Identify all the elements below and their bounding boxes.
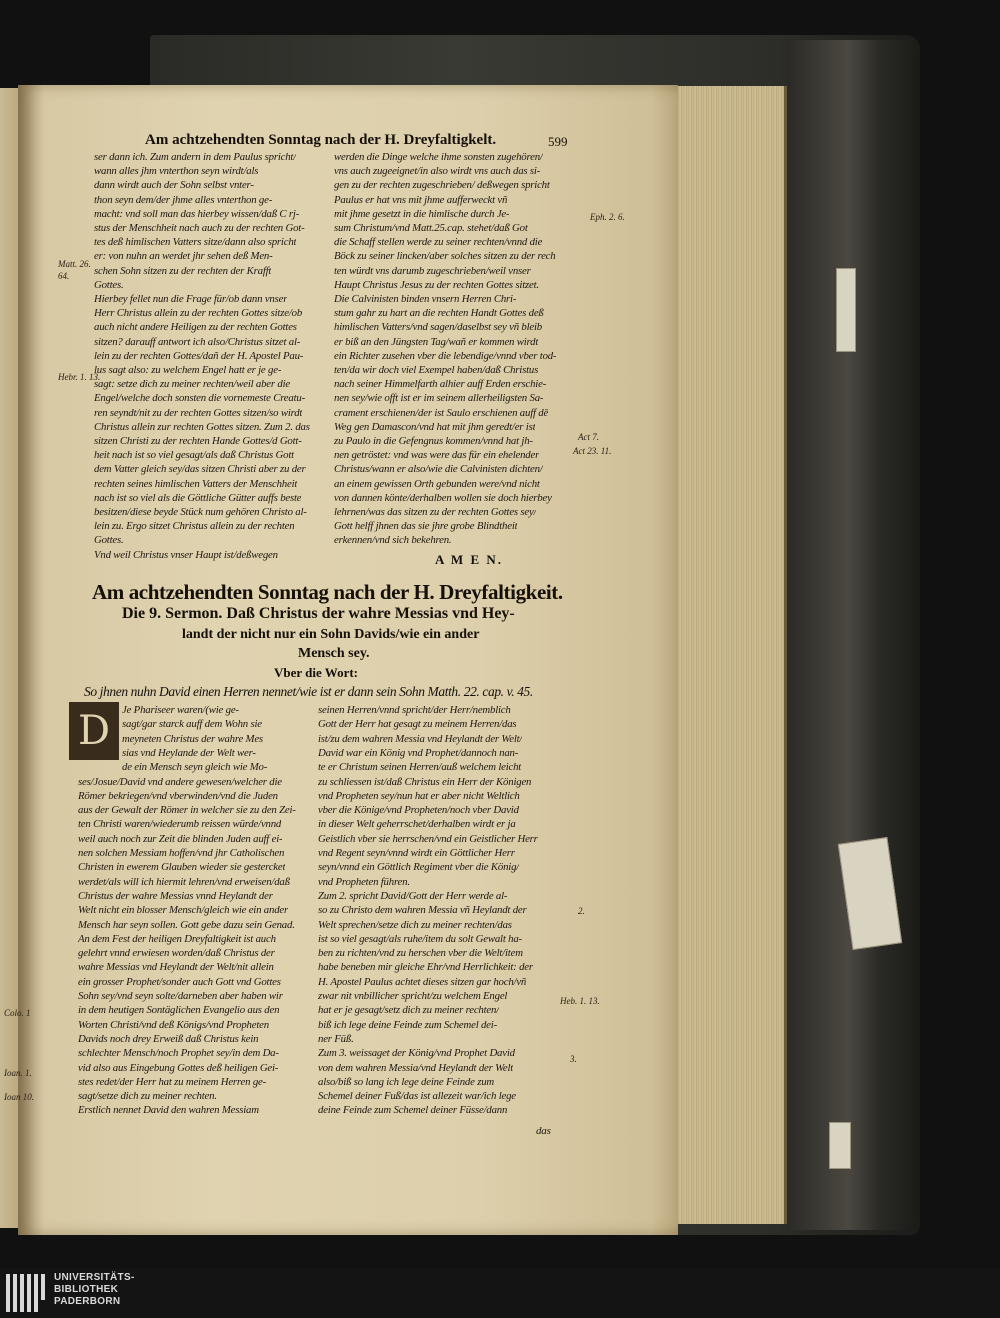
text-line: er biß an den Jüngsten Tag/wañ er kommen wirdt xyxy=(334,335,539,348)
text-line: vnd Propheten führen. xyxy=(318,875,410,888)
amen: A M E N. xyxy=(435,552,503,567)
text-line: Römer bekriegen/vnd vberwinden/vnd die Juden xyxy=(78,789,278,802)
text-line: ten Christi waren/wiederumb reissen würde/vnnd xyxy=(78,818,282,831)
text-line: Gottes. xyxy=(94,534,124,547)
decorated-initial: D xyxy=(69,702,119,760)
text-line: Die Calvinisten binden vnsern Herren Chri- xyxy=(334,293,517,305)
text-line: ses/Josue/David vnd andere gewesen/welcher die xyxy=(78,775,282,788)
text-line: nach seiner Himmelfarth alhier auff Erden erschie- xyxy=(334,378,547,391)
text-line: hat er je gesagt/setz dich zu meiner rechten/ xyxy=(318,1004,500,1017)
text-line: heit nach ist so viel gesagt/als daß Christus Gott xyxy=(94,449,294,462)
text-line: sum Christum/vnd Matt.25.cap. stehet/daß Got xyxy=(334,222,528,234)
margin-note: Eph. 2. 6. xyxy=(590,212,625,222)
text-line: rechten seines himlischen Vatters der Menschheit xyxy=(94,477,298,490)
logo-line: PADERBORN xyxy=(54,1296,121,1307)
uber-die-wort: Vber die Wort: xyxy=(274,665,359,680)
text-line: nen sey/wie offt ist er im seinem allerheiligsten Sa- xyxy=(334,392,544,405)
text-line: wahre Messias vnd Heylandt der Welt/nit allein xyxy=(78,961,274,974)
section-title: Am achtzehendten Sonntag nach der H. Dreyfaltigkeit. xyxy=(92,580,563,604)
text-line: Schemel deiner Fuß/das ist allezeit war/ich lege xyxy=(318,1090,516,1103)
footer-bar xyxy=(0,1268,1000,1318)
text-line: sagt: setze dich zu meiner rechten/weil aber die xyxy=(94,378,290,391)
text-line: sagt/setze dich zu meiner rechten. xyxy=(78,1090,217,1103)
text-line: Welt sprechen/setze dich zu meiner rechten/das xyxy=(318,918,512,931)
text-line: Gott der Herr hat gesagt zu meinem Herren/das xyxy=(318,718,517,731)
text-line: Engel/welche doch sonsten die vornemeste Creatu- xyxy=(94,392,305,405)
text-line: ein Richter zusehen vber die lebendige/vnnd vber tod- xyxy=(334,349,557,362)
text-line: Hierbey fellet nun die Frage für/ob dann vnser xyxy=(94,293,288,305)
text-line: An dem Fest der heiligen Dreyfaltigkeit ist auch xyxy=(78,932,276,945)
text-line: stum gahr zu hart an die rechten Handt Gottes deß xyxy=(334,307,544,320)
page-edges xyxy=(672,86,787,1224)
sermon-title-line: Mensch sey. xyxy=(298,646,370,661)
logo-line: UNIVERSITÄTS- xyxy=(54,1272,135,1283)
text-line: thon seyn dem/der jhme alles vnterthon ge- xyxy=(94,193,273,206)
text-line: sias vnd Heylande der Welt wer- xyxy=(122,746,256,759)
text-line: sagt/gar starck auff dem Wohn sie xyxy=(122,718,262,731)
text-line: gen zu der rechten zugeschrieben/ deßwegen spricht xyxy=(334,179,550,192)
text-line: Christen in ewerem Glauben wieder sie gestercket xyxy=(78,861,286,874)
text-line: Welt nicht ein blosser Mensch/gleich wie ein ander xyxy=(78,904,288,917)
text-line: Haupt Christus Jesus zu der rechten Gottes sitzet. xyxy=(334,278,539,291)
page-tab xyxy=(829,1122,851,1169)
text-line: Worten Christi/vnd deß Königs/vnd Propheten xyxy=(78,1018,269,1031)
text-line: vnd Propheten sey/nun hat er aber nicht Weltlich xyxy=(318,789,520,802)
text-line: von dannen könte/derhalben wollen sie doch hierbey xyxy=(334,491,552,504)
text-line: vns auch zugeeignet/in also wirdt vns auch das si- xyxy=(334,165,541,178)
text-line: nen solchen Messiam hoffen/vnd jhr Catholischen xyxy=(78,847,285,859)
text-line: schen Sohn sitzen zu der rechten der Krafft xyxy=(94,264,272,277)
text-line: ner Füß. xyxy=(318,1032,354,1045)
text-line: seinen Herren/vnnd spricht/der Herr/nemblich xyxy=(318,704,511,716)
text-line: Gott helff jhnen das sie jhre grobe Blindtheit xyxy=(334,520,518,533)
text-line: Sohn sey/vnd seyn solte/darneben aber haben wir xyxy=(78,990,283,1002)
text-line: ren seyndt/nit zu der rechten Gottes sitzen/so wirdt xyxy=(94,406,303,419)
library-logo-icon xyxy=(6,1272,46,1314)
text-line: seyn/vnnd ein Göttlich Regiment vber die König/ xyxy=(318,861,520,874)
sermon-title-line: landt der nicht nur ein Sohn Davids/wie ein ander xyxy=(182,627,480,642)
text-line: sitzen? darauff antwort ich also/Christus sitzet al- xyxy=(94,335,301,348)
text-line: habe beneben mir gleiche Ehr/vnd Herrlichkeit: der xyxy=(318,961,533,974)
text-line: Vnd weil Christus vnser Haupt ist/deßwegen xyxy=(94,548,278,561)
text-line: macht: vnd soll man das hierbey wissen/daß C rj- xyxy=(94,207,300,220)
page-tab xyxy=(836,268,856,352)
text-line: meyneten Christus der wahre Mes xyxy=(122,732,263,745)
left-margin-fragment: Ioan. 1. xyxy=(4,1068,32,1078)
text-line: Je Phariseer waren/(wie ge- xyxy=(122,704,239,716)
text-line: tes deß himlischen Vatters sitze/dann also spricht xyxy=(94,236,297,249)
left-margin-fragment: Ioan 10. xyxy=(4,1092,34,1102)
logo-line: BIBLIOTHEK xyxy=(54,1284,119,1295)
catchword: das xyxy=(536,1125,551,1137)
text-line: nen getröstet: vnd was were das für ein ehelender xyxy=(334,449,540,462)
margin-note: 2. xyxy=(578,906,585,916)
text-line: lein zu. Ergo sitzet Christus allein zu der rechten xyxy=(94,520,295,533)
text-line: lehrnen/was das sitzen zu der rechten Gottes sey/ xyxy=(334,506,537,518)
text-line: vnd Regent seyn/vnnd wirdt ein Göttlicher Herr xyxy=(318,847,515,859)
text-line: von dem wahren Messia/vnd Heylandt der Welt xyxy=(318,1061,514,1074)
text-line: David war ein König vnd Prophet/dannoch nan- xyxy=(318,746,519,759)
text-line: ist/zu dem wahren Messia vnd Heylandt der Welt/ xyxy=(318,732,523,745)
text-line: ten/da wir doch viel Exempel haben/daß Christus xyxy=(334,364,539,376)
text-line: gelehrt vnnd erwiesen worden/daß Christus der xyxy=(78,947,275,960)
text-line: in dieser Welt geherrschet/derhalben wirdt er ja xyxy=(318,818,516,831)
text-line: stes redet/der Herr hat zu meinem Herren ge- xyxy=(78,1075,267,1088)
margin-note: Act 23. 11. xyxy=(573,446,612,456)
text-line: an einem gewissen Orth gebunden were/vnd nicht xyxy=(334,477,540,490)
book-spine-edge xyxy=(790,40,920,1230)
text-line: ben zu richten/vnd zu herschen vber die Welt/item xyxy=(318,947,523,960)
text-line: er: von nuhn an werdet jhr sehen deß Men- xyxy=(94,250,273,263)
text-line: Christus/wann er also/wie die Calvinisten dichten/ xyxy=(334,463,543,476)
text-line: Zum 3. weissaget der König/vnd Prophet David xyxy=(318,1047,515,1060)
text-line: deine Feinde zum Schemel deiner Füsse/dann xyxy=(318,1104,508,1117)
margin-note: Heb. 1. 13. xyxy=(560,996,600,1006)
text-line: Mensch har seyn sollen. Gott gebe dazu sein Genad. xyxy=(78,918,295,931)
margin-note: Act 7. xyxy=(578,432,599,442)
text-line: te er Christum seinen Herren/auß welchem leicht xyxy=(318,761,522,774)
text-line: ser dann ich. Zum andern in dem Paulus spricht/ xyxy=(94,151,297,163)
text-line: Christus der wahre Messias vnnd Heylandt der xyxy=(78,889,273,902)
text-line: so zu Christo dem wahren Messia vñ Heylandt der xyxy=(318,904,527,917)
text-line: stus der Menschheit nach auch zu der rechten Got- xyxy=(94,222,305,234)
text-line: wann alles jhm vnterthon seyn wirdt/als xyxy=(94,165,259,178)
text-line: Christus allein zur rechten Gottes sitzen. Zum 2. das xyxy=(94,420,310,433)
text-line: auch nicht andere Heiligen zu der rechten Gottes xyxy=(94,321,297,334)
text-line: zwar nit vnbillicher spricht/zu welchem Engel xyxy=(318,990,508,1002)
text-line: die Schaff stellen werde zu seiner rechten/vnnd die xyxy=(334,236,543,249)
text-line: mit jhme gesetzt in die himlische durch Je- xyxy=(334,207,510,220)
text-line: himlischen Vatters/vnd sagen/daselbst sey vñ bleib xyxy=(334,321,542,334)
text-line: Geistlich vber sie herrschen/vnd ein Geistlicher Herr xyxy=(318,832,538,845)
text-line: Paulus er hat vns mit jhme aufferweckt vñ xyxy=(334,193,508,206)
text-line: in dem heutigen Sontäglichen Evangelio aus den xyxy=(78,1004,280,1017)
text-line: ist so viel gesagt/als ruhe/item du solt Gewalt ha- xyxy=(318,932,522,945)
text-line: lein zu der rechten Gottes/dañ der H. Apostel Pau- xyxy=(94,349,304,362)
text-line: also/biß so lang ich lege deine Feinde zum xyxy=(318,1075,495,1088)
running-head: Am achtzehendten Sonntag nach der H. Dreyfaltigkelt. xyxy=(145,132,497,148)
sermon-title-line: Die 9. Sermon. Daß Christus der wahre Messias vnd Hey- xyxy=(122,605,515,622)
text-line: crament erschienen/der ist Saulo erschienen auff dē xyxy=(334,406,549,419)
text-line: nach ist so viel als die Göttliche Gütter auffs beste xyxy=(94,491,302,504)
scripture-line: So jhnen nuhn David einen Herren nennet/wie ist er dann sein Sohn Matth. 22. cap. v. 45. xyxy=(84,684,533,699)
text-line: H. Apostel Paulus achtet dieses sitzen gar hoch/vñ xyxy=(318,975,527,988)
text-line: besitzen/diese beyde Stück num gehören Christo al- xyxy=(94,506,307,518)
text-line: vid also aus Eingebung Gottes deß heiligen Gei- xyxy=(78,1061,279,1074)
text-line: weil auch noch zur Zeit die blinden Juden auff ei- xyxy=(78,832,283,845)
text-line: Herr Christus allein zu der rechten Gottes sitze/ob xyxy=(94,307,303,320)
text-line: Weg gen Damascon/vnd hat mit jhm geredt/er ist xyxy=(334,420,536,433)
text-line: aus der Gewalt der Römer in welcher sie zu den Zei- xyxy=(78,804,296,817)
margin-note: Matt. 26. 64. xyxy=(58,259,91,281)
text-line: schlechter Mensch/noch Prophet sey/in dem Da- xyxy=(78,1047,279,1060)
text-line: ein grosser Prophet/sonder auch Gott vnd Gottes xyxy=(78,975,281,988)
text-line: de ein Mensch seyn gleich wie Mo- xyxy=(122,761,268,774)
text-line: werden die Dinge welche ihme sonsten zugehören/ xyxy=(334,151,543,163)
margin-note: 3. xyxy=(570,1054,577,1064)
text-line: ten würdt vns darumb zugeschrieben/weil vnser xyxy=(334,264,531,277)
text-line: vber die Könige/vnd Propheten/noch vber David xyxy=(318,804,519,817)
text-line: werdet/als will ich hiermit lehren/vnd erweisen/daß xyxy=(78,875,290,888)
text-line: Davids noch drey Erweiß daß Christus kein xyxy=(78,1032,259,1045)
text-line: Böck zu seiner lincken/aber solches sitzen zu der rech xyxy=(334,250,556,263)
text-line: zu Paulo in die Gefengnus kommen/vnnd hat jh- xyxy=(334,435,533,447)
text-line: sitzen Christi zu der rechten Hande Gottes/d Gott- xyxy=(94,435,302,447)
text-line: erkennen/vnd sich bekehren. xyxy=(334,534,452,547)
text-line: Gottes. xyxy=(94,278,124,291)
text-line: dem Vatter gleich sey/das sitzen Christi aber zu der xyxy=(94,463,306,476)
text-line: biß ich lege deine Feinde zum Schemel dei- xyxy=(318,1018,497,1031)
text-line: Erstlich nennet David den wahren Messiam xyxy=(78,1104,259,1117)
text-line: Zum 2. spricht David/Gott der Herr werde al- xyxy=(318,889,508,902)
text-line: lus sagt also: zu welchem Engel hatt er je ge- xyxy=(94,364,282,376)
text-line: zu schliessen ist/daß Christus ein Herr der Königen xyxy=(318,775,532,788)
margin-note: Hebr. 1. 13. xyxy=(58,372,101,382)
library-logo-text xyxy=(54,1272,135,1308)
left-margin-fragment: Colo. 1 xyxy=(4,1008,31,1018)
text-line: dann wirdt auch der Sohn selbst vnter- xyxy=(94,179,254,192)
page-number: 599 xyxy=(548,134,568,149)
